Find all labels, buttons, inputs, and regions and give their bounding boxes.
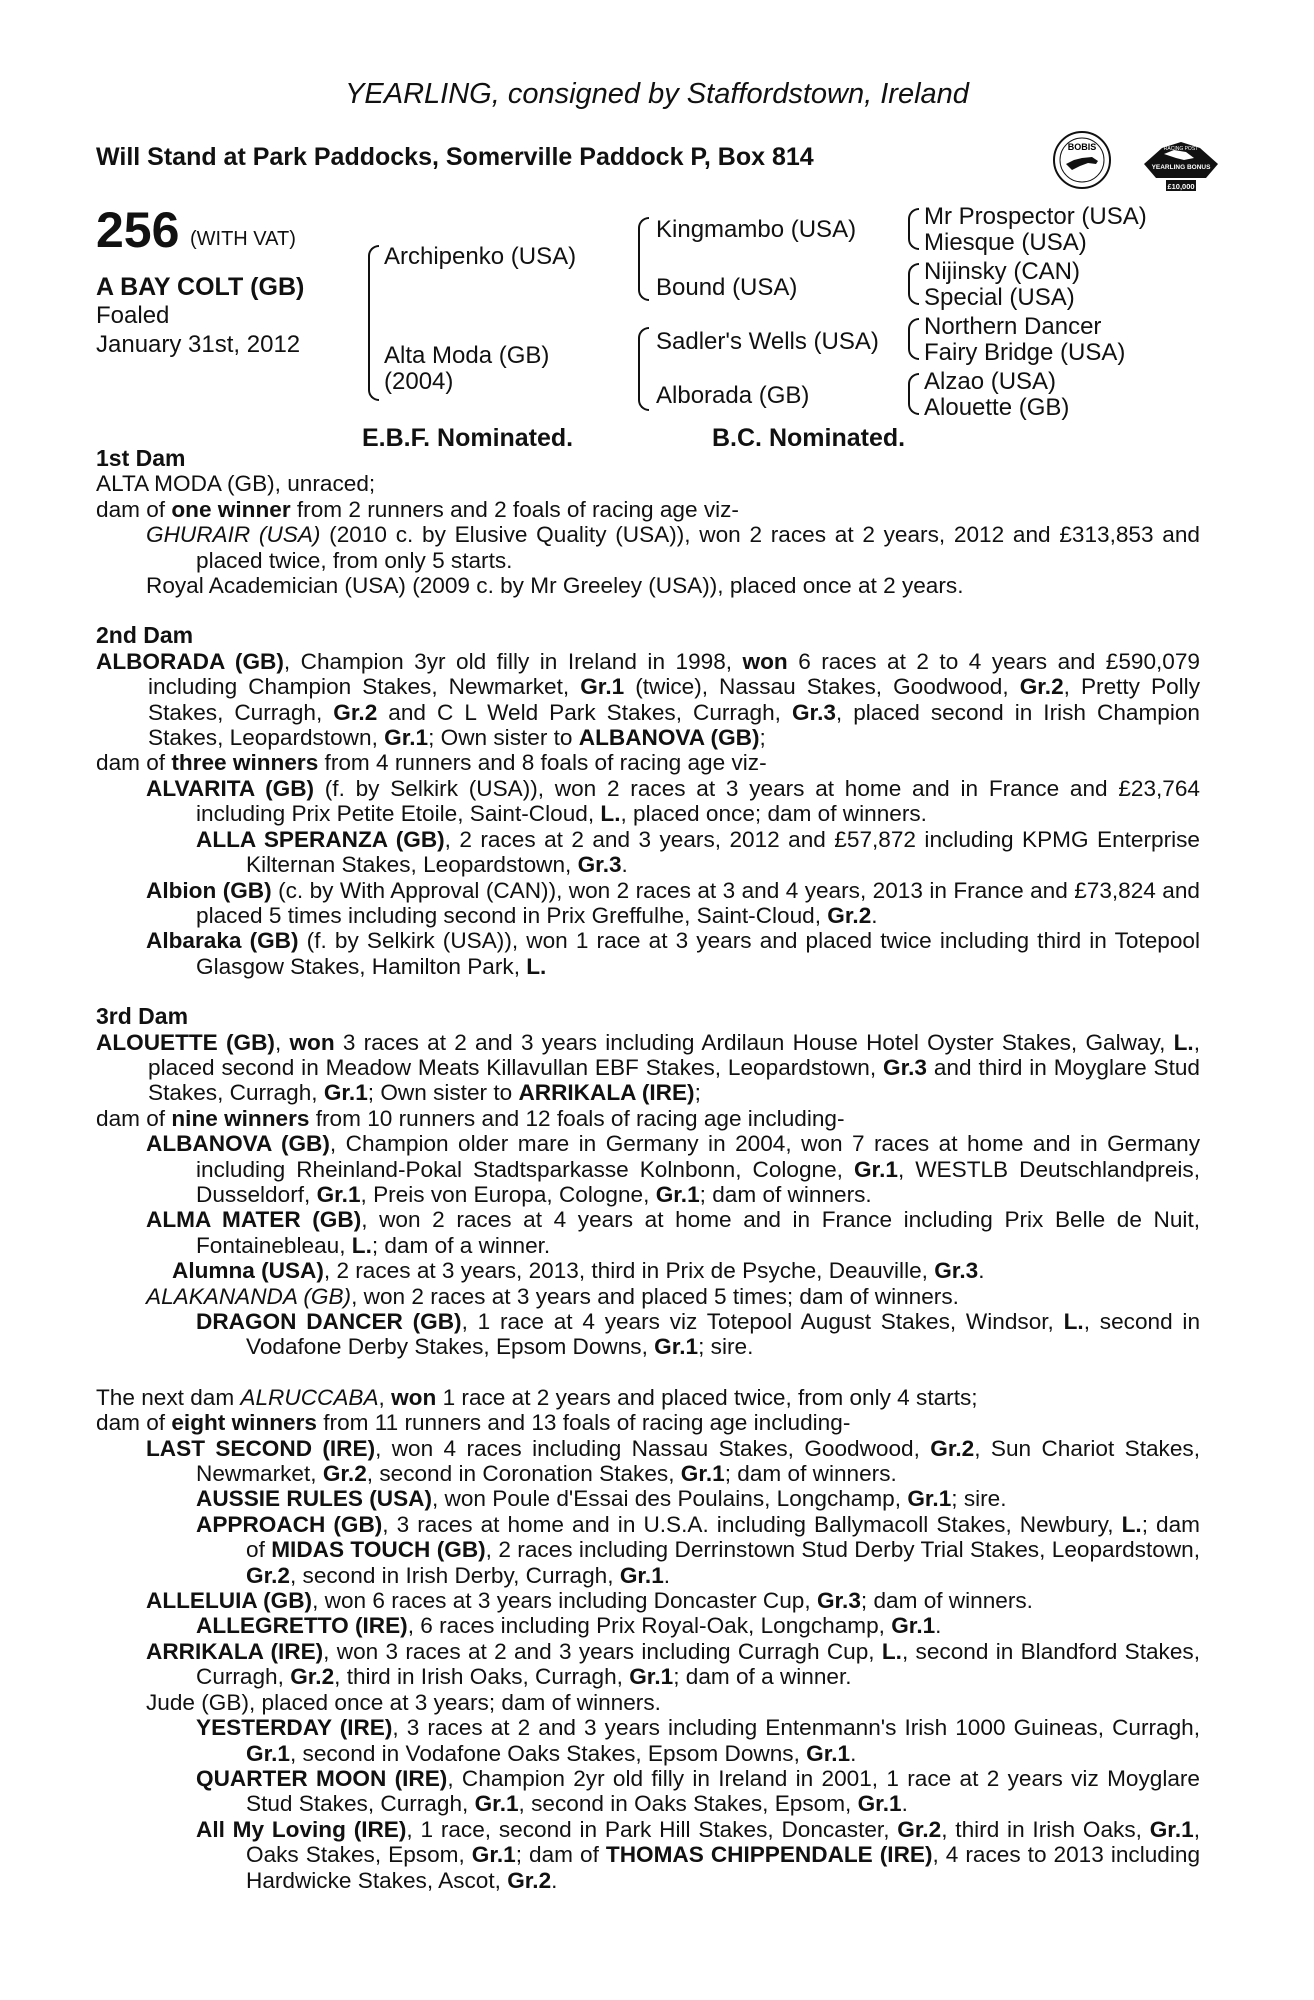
produce-entry: All My Loving (IRE), 1 race, second in Park Hill Stakes, Doncaster, Gr.2, third in Irish Oaks, Gr.1, Oaks Stakes, Epsom, Gr.1; dam of THOMAS CHIPPENDALE (IRE), 4 races to 2013 including Hardwicke Stakes, Ascot, Gr.2. — [196, 1816, 1201, 1893]
sire-dam: Bound (USA) — [656, 274, 798, 301]
svg-text:RACING POST: RACING POST — [1163, 146, 1199, 152]
pedigree-brace-d — [908, 373, 919, 415]
lot-name: A BAY COLT (GB) — [96, 273, 305, 301]
sire: Archipenko (USA) — [384, 243, 577, 270]
pedigree-brace-c — [908, 318, 919, 360]
ebf-nominated: E.B.F. Nominated. — [362, 424, 574, 452]
produce-entry: ALMA MATER (GB), won 2 races at 4 years at home and in France including Prix Belle de Nuit, Fontainebleau, L.; dam of a winner. — [146, 1207, 1200, 1258]
dam-year: (2004) — [384, 368, 454, 395]
produce-entry: Albaraka (GB) (f. by Selkirk (USA)), won 1 race at 3 years and placed twice including third in Totepool Glasgow Stakes, Hamilton Park, L. — [146, 928, 1200, 979]
sire-sire-sire: Mr Prospector (USA) — [924, 203, 1147, 230]
sire-sire-dam: Miesque (USA) — [924, 229, 1087, 256]
dam-sire: Sadler's Wells (USA) — [656, 328, 879, 355]
dam-dam-dam: Alouette (GB) — [924, 394, 1070, 421]
produce-entry: DRAGON DANCER (GB), 1 race at 4 years viz Totepool August Stakes, Windsor, L., second in Vodafone Derby Stakes, Epsom Downs, Gr.1; sire. — [196, 1309, 1201, 1360]
produce-entry: QUARTER MOON (IRE), Champion 2yr old filly in Ireland in 2001, 1 race at 2 years viz Moyglare Stud Stakes, Curragh, Gr.1, second in Oaks Stakes, Epsom, Gr.1. — [196, 1765, 1200, 1817]
vat-note: (WITH VAT) — [190, 228, 296, 250]
dam-sire-dam: Fairy Bridge (USA) — [924, 339, 1126, 366]
yearling-bonus-badge-icon — [1140, 138, 1222, 196]
third-dam-heading: 3rd Dam — [96, 1003, 189, 1030]
pedigree-brace-ds — [638, 327, 649, 411]
produce-entry: GHURAIR (USA) (2010 c. by Elusive Quality (USA)), won 2 races at 2 years, 2012 and £313,853 and placed twice, from only 5 starts. — [146, 522, 1200, 573]
pedigree-brace-b — [908, 263, 919, 305]
bc-nominated: B.C. Nominated. — [712, 424, 906, 452]
produce-entry: Royal Academician (USA) (2009 c. by Mr Greeley (USA)), placed once at 2 years. — [146, 573, 964, 599]
next-dam-produce-intro: dam of eight winners from 11 runners and 13 foals of racing age including- — [96, 1410, 851, 1436]
produce-entry: ALLA SPERANZA (GB), 2 races at 2 and 3 years, 2012 and £57,872 including KPMG Enterprise Kilternan Stakes, Leopardstown, Gr.3. — [196, 826, 1200, 878]
bobis-badge-icon — [1052, 130, 1112, 190]
produce-entry: YESTERDAY (IRE), 3 races at 2 and 3 years including Entenmann's Irish 1000 Guineas, Curragh, Gr.1, second in Vodafone Oaks Stakes, Epsom Downs, Gr.1. — [196, 1715, 1200, 1766]
pedigree-brace-a — [908, 208, 919, 250]
stand-location: Will Stand at Park Paddocks, Somerville Paddock P, Box 814 — [96, 143, 814, 171]
catalogue-body — [96, 446, 1200, 1893]
produce-entry: ALLELUIA (GB), won 6 races at 3 years including Doncaster Cup, Gr.3; dam of winners. — [146, 1588, 1033, 1614]
pedigree-brace-ss — [638, 217, 649, 301]
svg-text:£10,000: £10,000 — [1167, 182, 1195, 191]
lot-number: 256 — [96, 202, 180, 258]
first-dam-produce-intro: dam of one winner from 2 runners and 2 foals of racing age viz- — [96, 496, 739, 522]
sire-dam-sire: Nijinsky (CAN) — [924, 258, 1080, 285]
sire-dam-dam: Special (USA) — [924, 284, 1075, 311]
second-dam-heading: 2nd Dam — [96, 622, 194, 649]
third-dam-produce-intro: dam of nine winners from 10 runners and 12 foals of racing age including- — [96, 1105, 845, 1131]
dam-dam-sire: Alzao (USA) — [924, 368, 1057, 395]
produce-entry: ARRIKALA (IRE), won 3 races at 2 and 3 years including Curragh Cup, L., second in Blandford Stakes, Curragh, Gr.2, third in Irish Oaks, Curragh, Gr.1; dam of a winner. — [146, 1638, 1200, 1690]
produce-entry: APPROACH (GB), 3 races at home and in U.S.A. including Ballymacoll Stakes, Newbury, L.; dam of MIDAS TOUCH (GB), 2 races including Derrinstown Stud Derby Trial Stakes, Leopardstown, Gr.2, second in Irish Derby, Curragh, Gr.1. — [196, 1511, 1200, 1588]
produce-entry: Albion (GB) (c. by With Approval (CAN)), won 2 races at 3 and 4 years, 2013 in France and £73,824 and placed 5 times including second in Prix Greffulhe, Saint-Cloud, Gr.2. — [146, 877, 1200, 928]
produce-entry: AUSSIE RULES (USA), won Poule d'Essai des Poulains, Longchamp, Gr.1; sire. — [196, 1486, 1007, 1512]
second-dam-para: ALBORADA (GB), Champion 3yr old filly in Ireland in 1998, won 6 races at 2 to 4 years and £590,079 including Champion Stakes, Newmarket, Gr.1 (twice), Nassau Stakes, Goodwood, Gr.2, Pretty Polly Stakes, Curragh, Gr.2 and C L Weld Park Stakes, Curragh, Gr.3, placed second in Irish Champion Stakes, Leopardstown, Gr.1; Own sister to ALBANOVA (GB); — [96, 648, 1200, 751]
pedigree-brace-1 — [368, 245, 379, 401]
svg-text:YEARLING BONUS: YEARLING BONUS — [1151, 164, 1211, 171]
first-dam-para: ALTA MODA (GB), unraced; — [96, 471, 376, 497]
foaled-date: January 31st, 2012 — [96, 331, 301, 358]
second-dam-produce-intro: dam of three winners from 4 runners and 8 foals of racing age viz- — [96, 750, 767, 776]
svg-text:BOBIS: BOBIS — [1067, 142, 1097, 152]
page-subtitle: YEARLING, consigned by Staffordstown, Ireland — [345, 78, 969, 110]
sire-sire: Kingmambo (USA) — [656, 216, 857, 243]
produce-entry: LAST SECOND (IRE), won 4 races including Nassau Stakes, Goodwood, Gr.2, Sun Chariot Stakes, Newmarket, Gr.2, second in Coronation Stakes, Gr.1; dam of winners. — [146, 1435, 1200, 1487]
produce-entry: ALLEGRETTO (IRE), 6 races including Prix Royal-Oak, Longchamp, Gr.1. — [196, 1613, 942, 1639]
produce-entry: ALBANOVA (GB), Champion older mare in Germany in 2004, won 7 races at home and in Germany including Rheinland-Pokal Stadtsparkasse Kolnbonn, Cologne, Gr.1, WESTLB Deutschlandpreis, Dusseldorf, Gr.1, Preis von Europa, Cologne, Gr.1; dam of winners. — [146, 1131, 1201, 1207]
dam-dam: Alborada (GB) — [656, 382, 810, 409]
foaled-label: Foaled — [96, 302, 170, 329]
next-dam-para: The next dam ALRUCCABA, won 1 race at 2 years and placed twice, from only 4 starts; — [96, 1384, 978, 1410]
foaled-info — [96, 301, 300, 359]
produce-entry: Alumna (USA), 2 races at 3 years, 2013, third in Prix de Psyche, Deauville, Gr.3. — [172, 1258, 985, 1284]
produce-entry: ALAKANANDA (GB), won 2 races at 3 years and placed 5 times; dam of winners. — [146, 1283, 959, 1309]
third-dam-para: ALOUETTE (GB), won 3 races at 2 and 3 years including Ardilaun House Hotel Oyster Stakes, Galway, L., placed second in Meadow Meats Killavullan EBF Stakes, Leopardstown, Gr.3 and third in Moyglare Stud Stakes, Curragh, Gr.1; Own sister to ARRIKALA (IRE); — [96, 1029, 1200, 1106]
dam-sire-sire: Northern Dancer — [924, 313, 1102, 340]
produce-entry: ALVARITA (GB) (f. by Selkirk (USA)), won 2 races at 3 years at home and in France and £23,764 including Prix Petite Etoile, Saint-Cloud, L., placed once; dam of winners. — [146, 775, 1200, 827]
dam: Alta Moda (GB) — [384, 342, 550, 369]
produce-entry: Jude (GB), placed once at 3 years; dam of winners. — [146, 1689, 661, 1715]
first-dam-heading: 1st Dam — [96, 445, 186, 471]
